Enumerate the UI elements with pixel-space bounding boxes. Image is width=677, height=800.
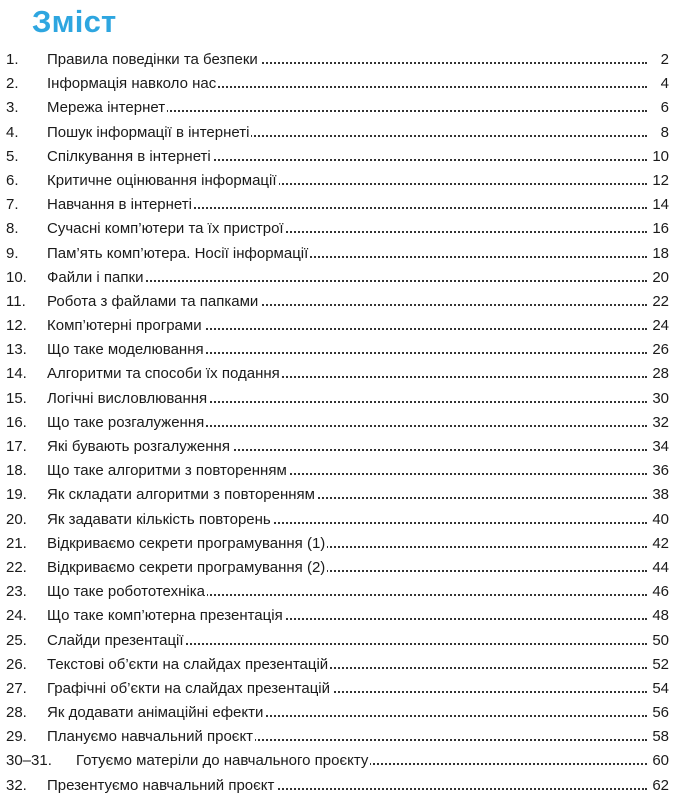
toc-entry-title-with-leader [47, 462, 647, 479]
toc-entry [0, 388, 677, 412]
toc-entry-title: Плануємо навчальний проєкт [47, 728, 254, 746]
toc-entry-page-number: 54 [652, 679, 669, 697]
toc-entry-title: Як задавати кількість повторень [47, 510, 271, 528]
toc-entry-page-number: 24 [652, 317, 669, 335]
toc-entry-title: Які бувають розгалуження [47, 438, 230, 455]
toc-entry-title: Слайди презентації [47, 631, 184, 649]
toc-entry-page-number: 46 [652, 583, 669, 601]
toc-entry-page-number: 38 [652, 486, 669, 504]
toc-entry-page-number: 6 [660, 99, 669, 117]
toc-entry-title-with-leader [47, 245, 647, 262]
toc-entry-number: 7. [6, 196, 19, 214]
toc-entry-number: 6. [6, 171, 19, 189]
toc-entry-number: 19. [6, 486, 27, 504]
toc-entry-page-number: 16 [652, 220, 669, 238]
toc-entry-title: Графічні об’єкти на слайдах презентацій [47, 679, 330, 697]
toc-entry-number: 28. [6, 704, 27, 722]
toc-entry-number: 9. [6, 244, 19, 262]
toc-entry-page-number: 30 [652, 389, 669, 407]
toc-entry-title: Файли і папки [47, 268, 144, 286]
toc-entry [0, 678, 677, 702]
toc-entry-title: Готуємо матеріли до навчального проєкту [76, 752, 369, 770]
toc-entry [0, 702, 677, 726]
toc-entry [0, 73, 677, 97]
toc-entry [0, 97, 677, 121]
toc-entry-title-with-leader [47, 148, 647, 165]
toc-entry-title: Як складати алгоритми з повторенням [47, 486, 315, 504]
toc-entry-number: 10. [6, 268, 27, 286]
toc-entry-number: 23. [6, 583, 27, 601]
toc-entry [0, 146, 677, 170]
toc-entry [0, 533, 677, 557]
toc-entry-title: Критичне оцінювання інформації [47, 171, 277, 189]
toc-entry-page-number: 20 [652, 268, 669, 286]
toc-entry [0, 436, 677, 460]
toc-entry-title: Алгоритми та способи їх подання [47, 365, 280, 383]
toc-entry-title: Що таке моделювання [47, 341, 204, 359]
toc-entry-title-with-leader [47, 777, 647, 794]
toc-entry-title: Відкриваємо секрети програмування (2) [47, 558, 326, 576]
toc-entry-title-with-leader [47, 75, 647, 92]
toc-entry-title: Що таке розгалуження [47, 413, 205, 431]
toc-entry [0, 170, 677, 194]
toc-entry-title-with-leader [47, 632, 647, 649]
toc-entry-title-with-leader [47, 438, 647, 455]
toc-entry-title-with-leader [47, 341, 647, 358]
toc-entry-title-with-leader [47, 704, 647, 721]
toc-entry-title-with-leader [47, 269, 647, 286]
toc-entry-number: 15. [6, 389, 27, 407]
toc-entry-number: 25. [6, 631, 27, 649]
toc-entry [0, 605, 677, 629]
toc-entry-number: 4. [6, 123, 19, 141]
toc-entry-page-number: 14 [652, 196, 669, 214]
toc-entry-title-with-leader [47, 365, 647, 382]
toc-entry [0, 460, 677, 484]
toc-entry [0, 630, 677, 654]
toc-entry [0, 315, 677, 339]
toc-entry-page-number: 22 [652, 292, 669, 310]
toc-entry-page-number: 50 [652, 631, 669, 649]
toc-entry-title: Пам’ять комп’ютера. Носії інформації [47, 244, 309, 262]
toc-entry-number: 24. [6, 607, 27, 625]
toc-entry [0, 339, 677, 363]
toc-entry-page-number: 12 [652, 171, 669, 189]
toc-entry-title: Що таке комп’ютерна презентація [47, 607, 283, 625]
toc-entry-title-with-leader [76, 752, 647, 769]
toc-entry-title: Мережа інтернет [47, 99, 166, 117]
toc-entry-title-with-leader [47, 414, 647, 431]
toc-entry-number: 1. [6, 51, 19, 68]
toc-entry-page-number: 34 [652, 438, 669, 455]
toc-entry-title-with-leader [47, 486, 647, 503]
page-title: Зміст [32, 4, 117, 39]
toc-entry-title-with-leader [47, 511, 647, 528]
toc-list [0, 49, 677, 799]
toc-entry-page-number: 4 [660, 75, 669, 93]
toc-entry-title-with-leader [47, 390, 647, 407]
toc-entry-title-with-leader [47, 559, 647, 576]
toc-entry [0, 412, 677, 436]
toc-entry-page-number: 42 [652, 534, 669, 552]
toc-entry-page-number: 44 [652, 558, 669, 576]
toc-entry-page-number: 60 [652, 752, 669, 770]
toc-entry-page-number: 28 [652, 365, 669, 383]
toc-entry-title: Навчання в інтернеті [47, 196, 192, 214]
toc-entry-title: Як додавати анімаційні ефекти [47, 704, 264, 722]
toc-entry [0, 726, 677, 750]
toc-entry-title: Комп’ютерні програми [47, 317, 202, 335]
toc-entry [0, 267, 677, 291]
toc-entry [0, 557, 677, 581]
toc-entry-title: Відкриваємо секрети програмування (1) [47, 534, 326, 552]
toc-entry [0, 654, 677, 678]
toc-entry-page-number: 48 [652, 607, 669, 625]
toc-entry-title: Робота з файлами та папками [47, 292, 259, 310]
toc-entry [0, 291, 677, 315]
toc-entry [0, 581, 677, 605]
toc-entry-title: Що таке робототехніка [47, 583, 205, 601]
toc-entry-page-number: 52 [652, 655, 669, 673]
toc-entry-title-with-leader [47, 656, 647, 673]
toc-entry-title-with-leader [47, 680, 647, 697]
toc-entry-title-with-leader [47, 172, 647, 189]
toc-entry-title-with-leader [47, 124, 647, 141]
toc-entry-title: Текстові об’єкти на слайдах презентацій [47, 655, 329, 673]
toc-entry-number: 30–31. [6, 752, 52, 770]
toc-entry-number: 8. [6, 220, 19, 238]
toc-entry-number: 12. [6, 317, 27, 335]
toc-entry-title: Пошук інформації в інтернеті [47, 123, 250, 141]
toc-entry-title: Сучасні комп’ютери та їх пристрої [47, 220, 284, 238]
toc-entry [0, 218, 677, 242]
toc-entry-number: 13. [6, 341, 27, 359]
toc-entry-page-number: 56 [652, 704, 669, 722]
toc-entry-title: Логічні висловлювання [47, 389, 208, 407]
toc-entry [0, 122, 677, 146]
toc-entry [0, 243, 677, 267]
toc-entry-number: 16. [6, 413, 27, 431]
toc-entry-page-number: 8 [660, 123, 669, 141]
toc-entry [0, 49, 677, 73]
toc-entry-number: 11. [6, 292, 26, 310]
toc-entry-number: 20. [6, 510, 27, 528]
toc-entry-number: 32. [6, 776, 27, 794]
toc-entry [0, 484, 677, 508]
toc-entry [0, 775, 677, 799]
toc-entry [0, 509, 677, 533]
toc-entry-number: 5. [6, 147, 19, 165]
toc-entry-title: Презентуємо навчальний проєкт [47, 776, 275, 794]
toc-entry-number: 21. [6, 534, 27, 552]
toc-entry-page-number: 2 [660, 51, 669, 68]
toc-entry-page-number: 32 [652, 413, 669, 431]
toc-entry-title-with-leader [47, 293, 647, 310]
toc-entry-page-number: 26 [652, 341, 669, 359]
toc-entry-page-number: 36 [652, 462, 669, 480]
toc-entry-number: 18. [6, 462, 27, 480]
toc-entry [0, 750, 677, 774]
toc-entry-number: 22. [6, 558, 27, 576]
toc-entry [0, 194, 677, 218]
toc-entry-number: 3. [6, 99, 19, 117]
toc-entry-title: Правила поведінки та безпеки [47, 51, 258, 68]
toc-entry-title-with-leader [47, 317, 647, 334]
toc-entry-title-with-leader [47, 607, 647, 624]
toc-entry-number: 14. [6, 365, 27, 383]
toc-entry-page-number: 40 [652, 510, 669, 528]
toc-entry-title-with-leader [47, 220, 647, 237]
toc-entry-number: 27. [6, 679, 27, 697]
toc-entry-title-with-leader [47, 728, 647, 745]
toc-entry-title-with-leader [47, 583, 647, 600]
toc-entry-title: Інформація навколо нас [47, 75, 217, 93]
toc-entry-number: 17. [6, 438, 27, 455]
toc-entry-page-number: 58 [652, 728, 669, 746]
toc-entry-page-number: 18 [652, 244, 669, 262]
toc-entry-number: 29. [6, 728, 27, 746]
toc-entry-page-number: 62 [652, 776, 669, 794]
toc-entry-title-with-leader [47, 51, 647, 68]
toc-entry-title-with-leader [47, 99, 647, 116]
toc-entry-number: 2. [6, 75, 19, 93]
toc-entry-page-number: 10 [652, 147, 669, 165]
toc-entry [0, 363, 677, 387]
toc-entry-number: 26. [6, 655, 27, 673]
toc-entry-title: Спілкування в інтернеті [47, 147, 211, 165]
toc-entry-title-with-leader [47, 196, 647, 213]
toc-entry-title: Що таке алгоритми з повторенням [47, 462, 287, 480]
toc-entry-title-with-leader [47, 535, 647, 552]
